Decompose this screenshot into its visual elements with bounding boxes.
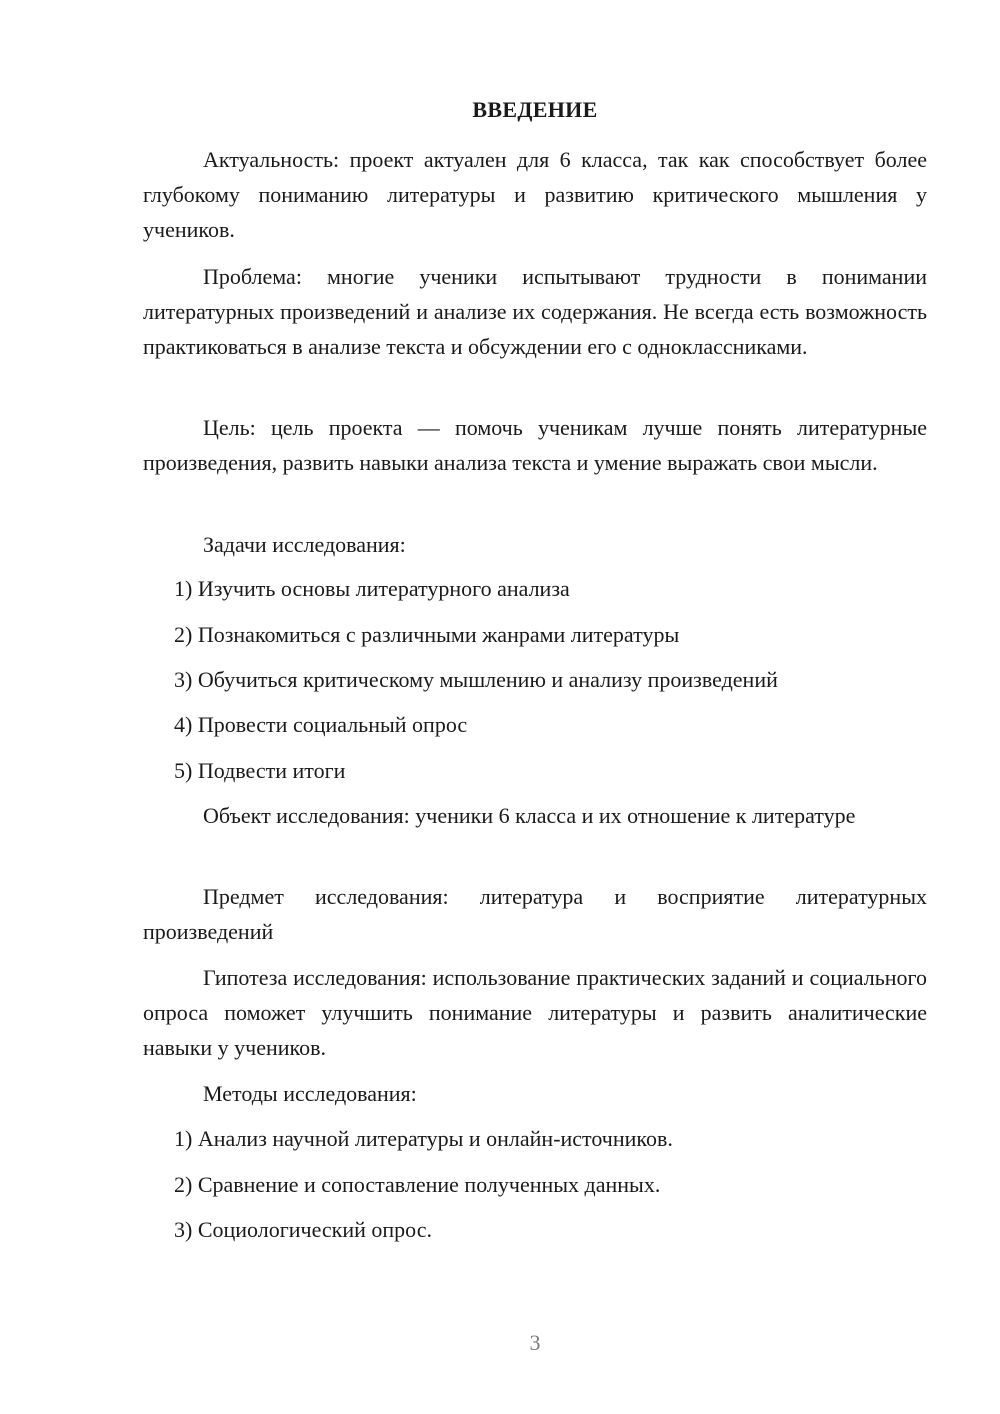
- method-item-3: 3) Социологический опрос.: [174, 1217, 432, 1242]
- methods-title: Методы исследования:: [203, 1081, 417, 1106]
- problem-paragraph: Проблема: многие ученики испытывают трудности в понимании литературных произведений и анализе их содержания. Не всегда есть возможность практиковаться в анализе текста и обсуждении его с одноклассниками.: [143, 264, 927, 359]
- relevance-paragraph: Актуальность: проект актуален для 6 класса, так как способствует более глубокому пониманию литературы и развитию критического мышления у учеников.: [143, 147, 927, 242]
- page-number: 3: [529, 1330, 541, 1355]
- goal-paragraph: Цель: цель проекта — помочь ученикам лучше понять литературные произведения, развить навыки анализа текста и умение выражать свои мысли.: [143, 415, 927, 475]
- subject-paragraph: Предмет исследования: литература и восприятие литературных произведений: [143, 884, 927, 944]
- task-item-3: 3) Обучиться критическому мышлению и анализу произведений: [174, 667, 778, 692]
- tasks-title: Задачи исследования:: [203, 532, 406, 557]
- method-item-2: 2) Сравнение и сопоставление полученных данных.: [174, 1172, 661, 1197]
- task-item-4: 4) Провести социальный опрос: [174, 712, 468, 737]
- task-item-5: 5) Подвести итоги: [174, 758, 346, 783]
- document-page: [143, 0, 927, 1414]
- hypothesis-paragraph: Гипотеза исследования: использование практических заданий и социального опроса поможет улучшить понимание литературы и развить аналитические навыки у учеников.: [143, 965, 927, 1060]
- task-item-2: 2) Познакомиться с различными жанрами литературы: [174, 622, 680, 647]
- section-heading: ВВЕДЕНИЕ: [472, 97, 598, 122]
- task-item-1: 1) Изучить основы литературного анализа: [174, 576, 570, 601]
- method-item-1: 1) Анализ научной литературы и онлайн-источников.: [174, 1126, 673, 1151]
- object-paragraph: Объект исследования: ученики 6 класса и их отношение к литературе: [203, 803, 856, 828]
